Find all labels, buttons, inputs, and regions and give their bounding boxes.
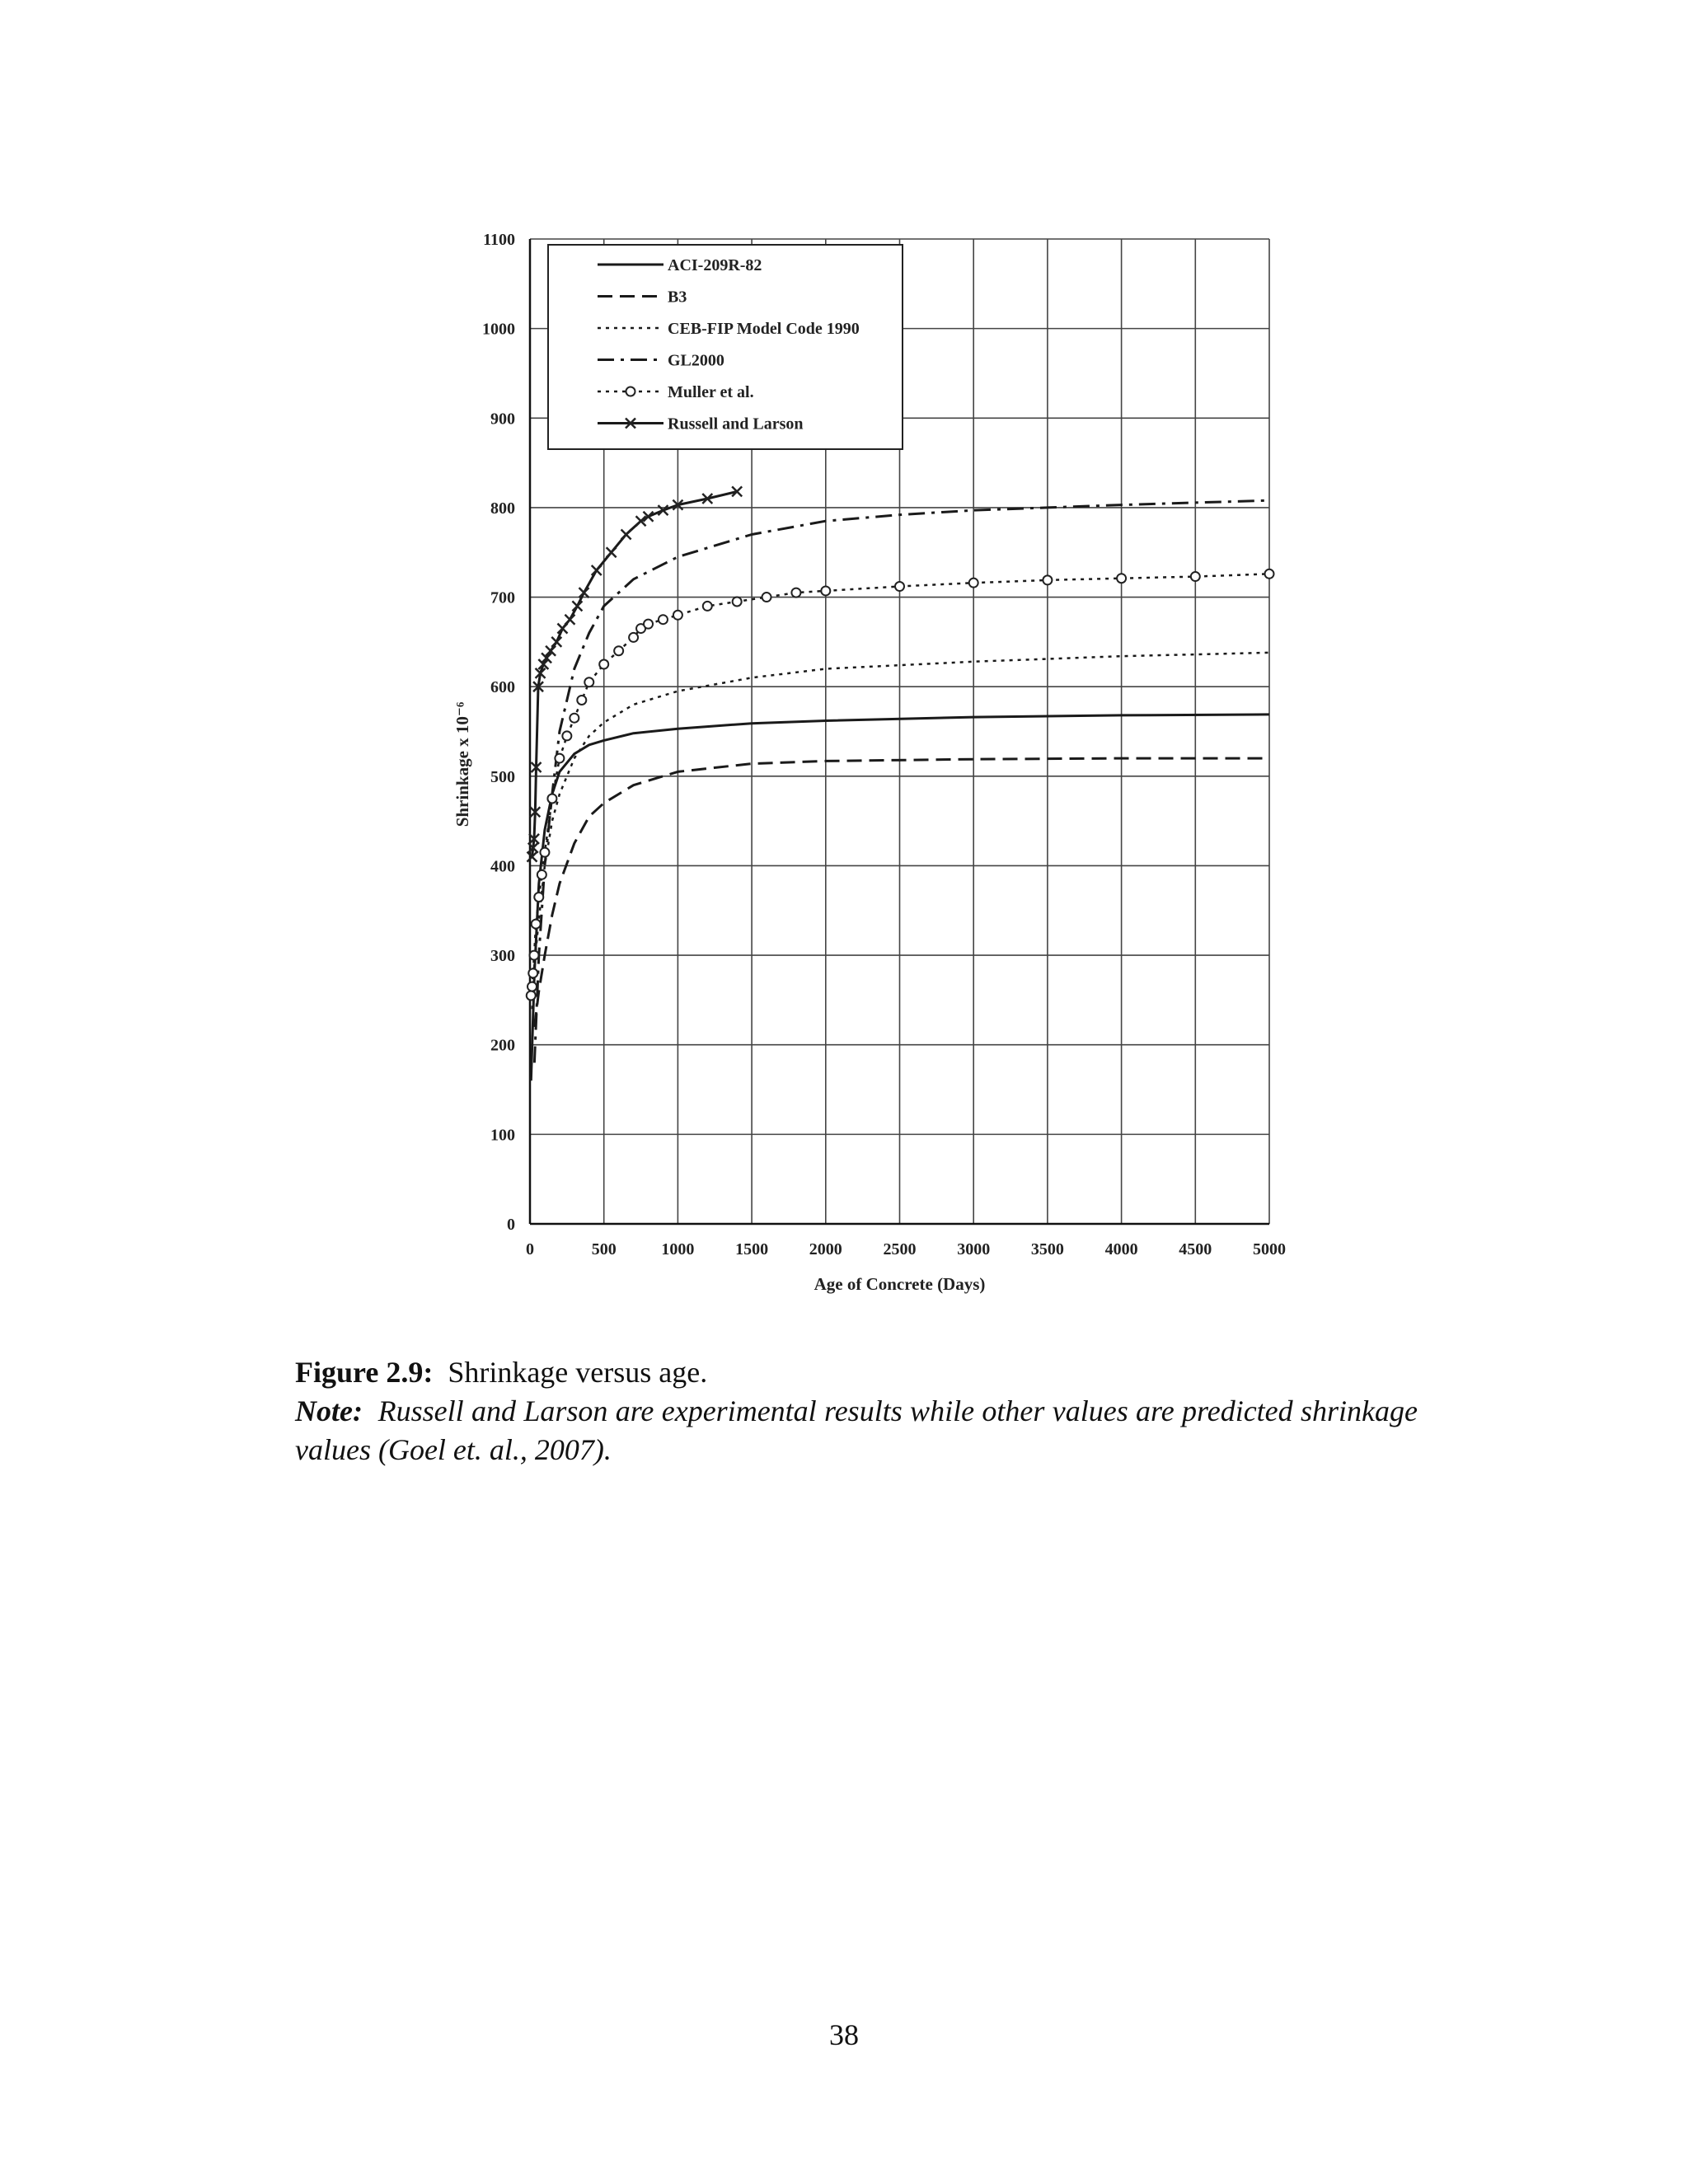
- x-axis-title: Age of Concrete (Days): [814, 1274, 986, 1294]
- data-point: [584, 677, 593, 687]
- data-point: [821, 586, 830, 595]
- figure-note: [295, 1392, 1418, 1469]
- y-tick-label: 600: [490, 678, 515, 697]
- note-label: Note:: [295, 1394, 363, 1427]
- data-point: [551, 637, 561, 647]
- data-point: [577, 696, 586, 705]
- data-point: [762, 593, 771, 602]
- series-russell-and-larson: [528, 486, 743, 861]
- data-point: [1191, 572, 1200, 581]
- y-tick-label: 800: [490, 499, 515, 518]
- data-point: [1043, 575, 1052, 584]
- x-tick-labels: [526, 1240, 1286, 1258]
- data-point: [547, 794, 556, 803]
- y-tick-label: 100: [490, 1126, 515, 1145]
- x-tick-label: 4500: [1179, 1240, 1212, 1258]
- series-line: [532, 491, 738, 856]
- x-tick-label: 1000: [661, 1240, 695, 1258]
- data-point: [527, 991, 536, 1000]
- data-point: [599, 660, 608, 669]
- figure-caption: [295, 1353, 1418, 1469]
- data-point: [614, 646, 623, 655]
- note-text: Russell and Larson are experimental results while other values are predicted shrinkage values (Goel et. al., 2007).: [295, 1394, 1418, 1466]
- x-tick-label: 500: [591, 1240, 617, 1258]
- data-point: [703, 602, 712, 611]
- y-tick-labels: [482, 231, 515, 1234]
- legend-label: GL2000: [668, 351, 724, 370]
- y-tick-label: 500: [490, 767, 515, 786]
- figure-label: Figure 2.9:: [295, 1356, 434, 1389]
- legend-label: ACI-209R-82: [668, 256, 762, 274]
- y-tick-label: 700: [490, 588, 515, 607]
- y-tick-label: 0: [507, 1216, 515, 1234]
- y-tick-label: 1100: [483, 231, 515, 249]
- y-tick-label: 1000: [482, 320, 515, 339]
- data-point: [673, 611, 682, 620]
- legend: [548, 245, 903, 449]
- data-point: [572, 601, 582, 611]
- data-point: [562, 731, 571, 740]
- data-point: [579, 588, 588, 598]
- data-point: [626, 387, 635, 396]
- data-point: [540, 848, 549, 857]
- x-tick-label: 2000: [809, 1240, 842, 1258]
- data-point: [570, 714, 579, 723]
- legend-label: B3: [668, 288, 687, 307]
- y-tick-label: 200: [490, 1036, 515, 1055]
- data-point: [537, 870, 546, 879]
- figure-text: Shrinkage versus age.: [448, 1356, 708, 1389]
- data-point: [621, 530, 631, 540]
- data-point: [791, 588, 800, 598]
- x-tick-label: 5000: [1253, 1240, 1286, 1258]
- data-point: [733, 597, 742, 606]
- data-point: [532, 920, 541, 929]
- figure-title-line: [295, 1353, 1418, 1392]
- data-point: [895, 582, 904, 591]
- series-line: [534, 758, 1269, 1027]
- data-point: [969, 579, 978, 588]
- data-point: [592, 565, 602, 575]
- x-tick-label: 0: [526, 1240, 534, 1258]
- x-tick-label: 2500: [883, 1240, 917, 1258]
- data-point: [565, 615, 574, 625]
- data-point: [607, 547, 617, 557]
- legend-label: Russell and Larson: [668, 415, 804, 434]
- y-tick-label: 900: [490, 410, 515, 429]
- legend-label: Muller et al.: [668, 383, 754, 401]
- data-point: [555, 754, 564, 763]
- legend-label: CEB-FIP Model Code 1990: [668, 320, 860, 338]
- page-number: 38: [829, 2018, 859, 2051]
- x-tick-label: 4000: [1104, 1240, 1138, 1258]
- data-point: [629, 633, 638, 642]
- series-b3: [534, 758, 1269, 1027]
- data-point: [659, 615, 668, 624]
- x-tick-label: 3500: [1030, 1240, 1064, 1258]
- data-point: [528, 968, 537, 977]
- y-tick-label: 300: [490, 947, 515, 966]
- y-tick-label: 400: [490, 857, 515, 876]
- data-point: [1117, 574, 1126, 583]
- x-tick-label: 1500: [735, 1240, 769, 1258]
- data-point: [530, 951, 539, 960]
- y-axis-title: Shrinkage x 10⁻⁶: [452, 701, 472, 827]
- data-point: [557, 624, 567, 634]
- data-point: [644, 620, 653, 629]
- data-point: [534, 893, 543, 902]
- data-point: [528, 982, 537, 991]
- x-tick-label: 3000: [957, 1240, 991, 1258]
- data-point: [1265, 569, 1274, 579]
